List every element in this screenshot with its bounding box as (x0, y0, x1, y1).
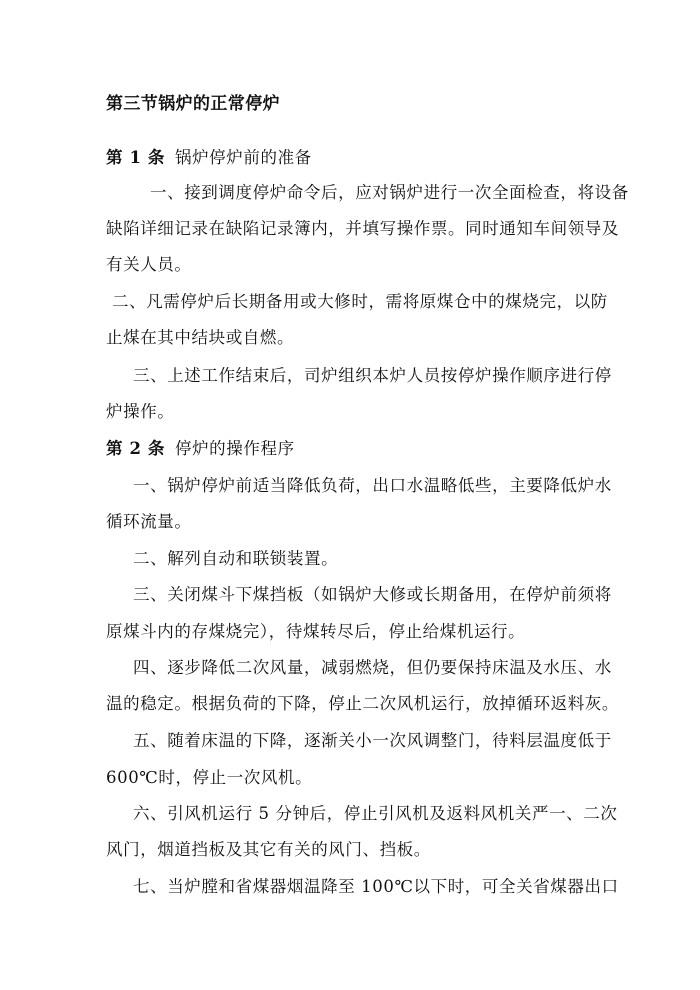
article-1-heading (106, 148, 312, 168)
article-1-paragraph-1-line-2: 缺陷详细记录在缺陷记录簿内，并填写操作票。同时通知车间领导及 (106, 219, 619, 238)
article-1-paragraph-1-line-1: 一、接到调度停炉命令后，应对锅炉进行一次全面检查，将设备 (150, 183, 629, 202)
article-1-title: 锅炉停炉前的准备 (174, 148, 312, 167)
article-2-paragraph-1-line-2: 循环流量。 (106, 512, 192, 531)
article-2-paragraph-4-line-1: 四、逐步降低二次风量，减弱燃烧，但仍要保持床温及水压、水 (133, 658, 612, 677)
article-1-paragraph-2-line-1: 二、凡需停炉后长期备用或大修时，需将原煤仓中的煤烧完，以防 (112, 292, 608, 311)
article-2-paragraph-6-line-1: 六、引风机运行 5 分钟后，停止引风机及返料风机关严一、二次 (133, 804, 618, 823)
article-1-paragraph-3-line-2: 炉操作。 (106, 402, 175, 421)
article-2-heading (106, 439, 295, 459)
article-2-paragraph-2-line-1: 二、解列自动和联锁装置。 (133, 549, 339, 568)
article-1-paragraph-3-line-1: 三、上述工作结束后，司炉组织本炉人员按停炉操作顺序进行停 (133, 366, 612, 385)
article-2-paragraph-4-line-2: 温的稳定。根据负荷的下降，停止二次风机运行，放掉循环返料灰。 (106, 694, 619, 713)
article-2-number: 第 2 条 (106, 439, 165, 458)
section-title: 第三节锅炉的正常停炉 (106, 94, 280, 114)
article-2-paragraph-7-line-1: 七、当炉膛和省煤器烟温降至 100℃以下时，可全关省煤器出口 (133, 877, 619, 896)
article-2-paragraph-5-line-1: 五、随着床温的下降，逐渐关小一次风调整门，待料层温度低于 (133, 731, 612, 750)
article-2-paragraph-5-line-2: 600℃时，停止一次风机。 (106, 768, 313, 787)
article-1-number: 第 1 条 (106, 148, 165, 167)
article-2-paragraph-1-line-1: 一、锅炉停炉前适当降低负荷，出口水温略低些，主要降低炉水 (133, 476, 612, 495)
article-2-paragraph-6-line-2: 风门，烟道挡板及其它有关的风门、挡板。 (106, 840, 431, 859)
article-1-paragraph-1-line-3: 有关人员。 (106, 255, 192, 274)
article-2-title: 停炉的操作程序 (174, 439, 295, 458)
article-2-paragraph-3-line-1: 三、关闭煤斗下煤挡板（如锅炉大修或长期备用，在停炉前须将 (133, 585, 612, 604)
article-1-paragraph-2-line-2: 止煤在其中结块或自燃。 (106, 328, 295, 347)
article-2-paragraph-3-line-2: 原煤斗内的存煤烧完），待煤转尽后，停止给煤机运行。 (106, 622, 526, 641)
